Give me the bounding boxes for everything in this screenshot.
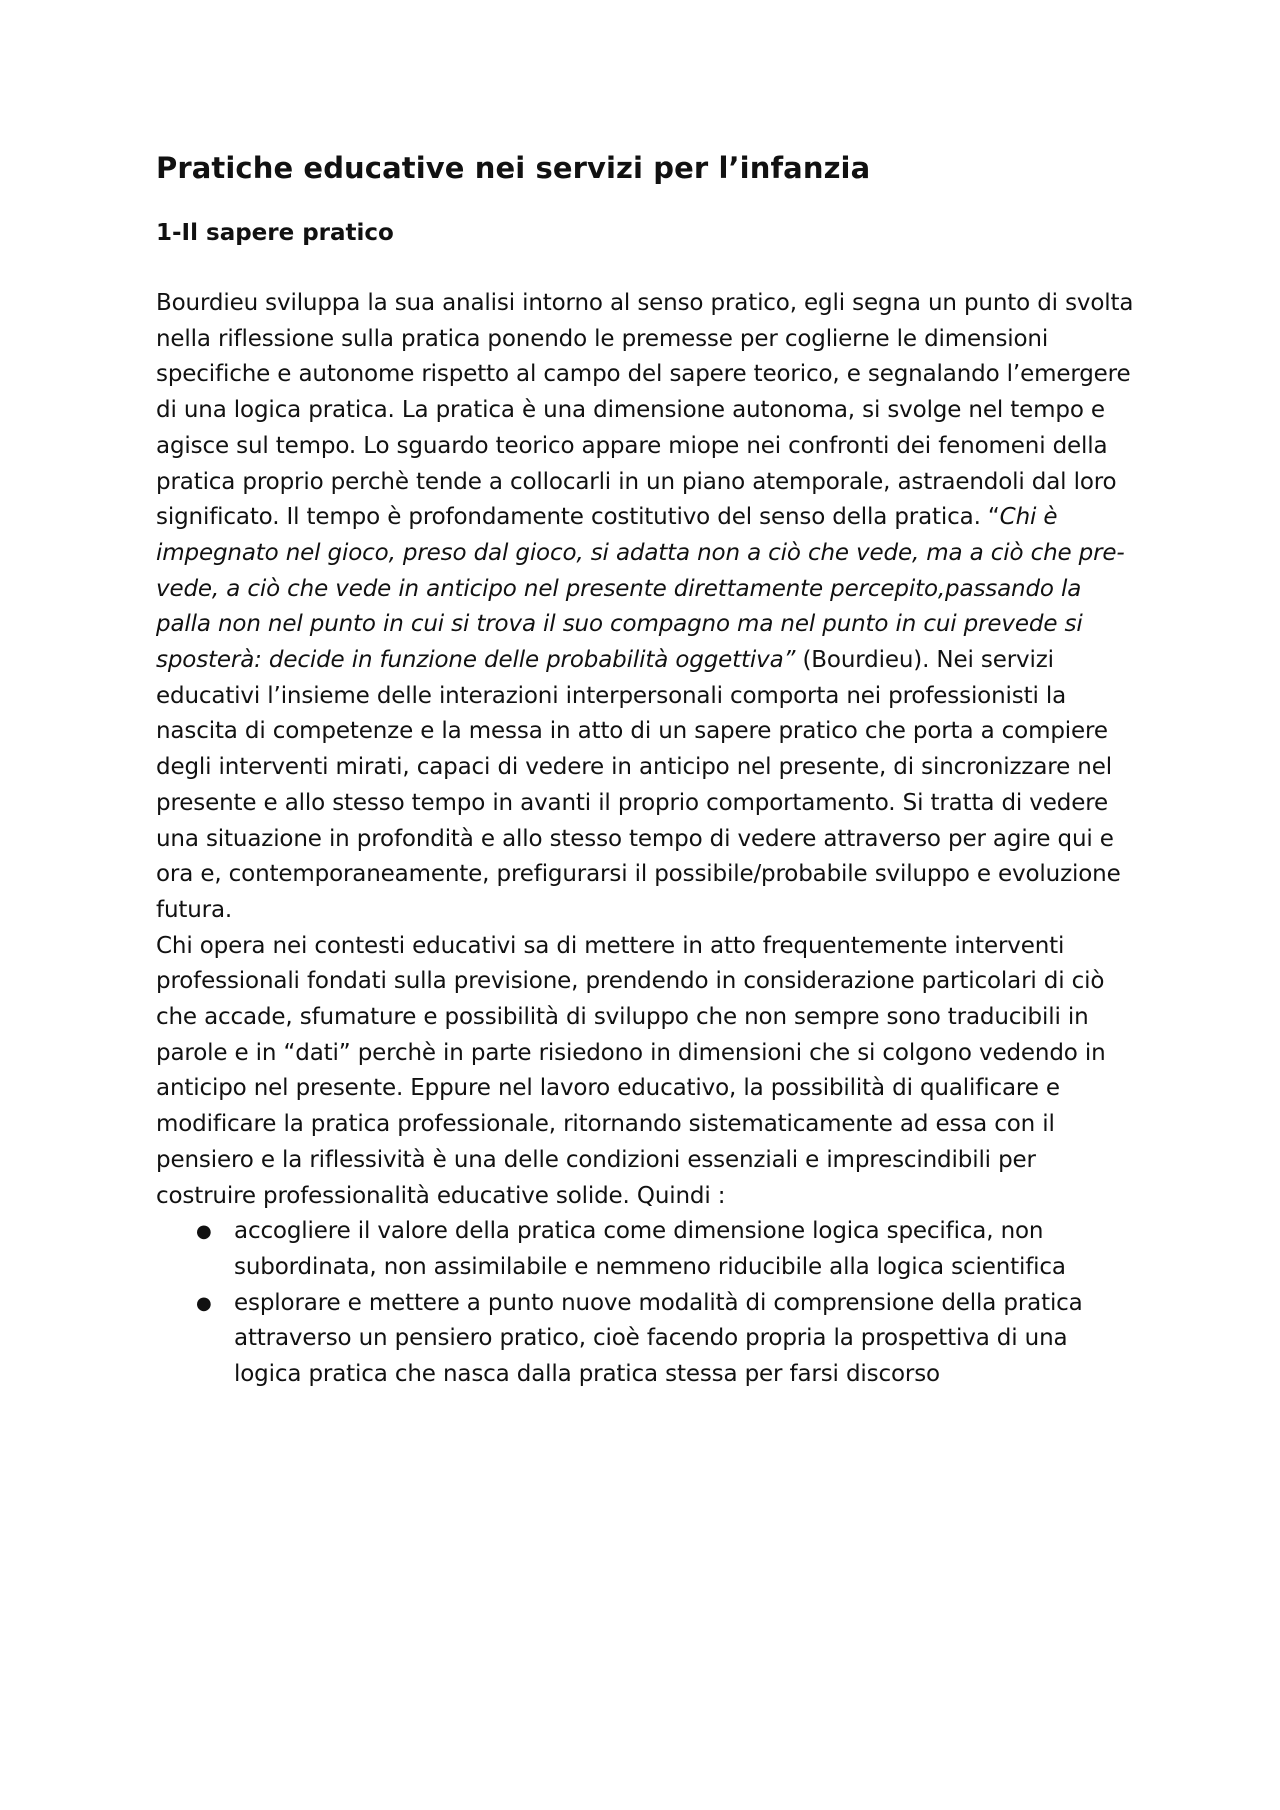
bullet-icon: ● [196,1221,212,1243]
section-heading: 1-Il sapere pratico [156,220,394,246]
bullet-icon: ● [196,1292,212,1314]
document-title: Pratiche educative nei servizi per l’infanzia [156,151,871,185]
bullet-list [156,1214,1136,1393]
paragraph-2: Chi opera nei contesti educativi sa di mettere in atto frequentemente interventi professionali fondati sulla previsione, prendendo in considerazione particolari di ciò che accade, sfumature e possibilità di sviluppo che non sempre sono traducibili in parole e in “dati” perchè in parte risiedono in dimensioni che si colgono vedendo in anticipo nel presente. Eppure nel lavoro educativo, la possibilità di qualificare e modificare la pratica professionale, ritornando sistematicamente ad essa con il pensiero e la riflessività è una delle condizioni essenziali e imprescindibili per costruire professionalità educative solide. Quindi : [156,932,1106,1209]
paragraph-1-intro: Bourdieu sviluppa la sua analisi intorno al senso pratico, egli segna un punto di svolta nella riflessione sulla pratica ponendo le premesse per coglierne le dimensioni specifiche e autonome rispetto al campo del sapere teorico, e segnalando l’emergere di una logica pratica. La pratica è una dimensione autonoma, si svolge nel tempo e agisce sul tempo. Lo sguardo teorico appare miope nei confronti dei fenomeni della pratica proprio perchè tende a collocarli in un piano atemporale, astraendoli dal loro significato. Il tempo è profondamente costitutivo del senso della pratica. “ [156,290,1134,531]
bourdieu-quote: Chi è impegnato nel gioco, preso dal gioco, si adatta non a ciò che vede, ma a ciò che pre-vede, a ciò che vede in anticipo nel presente direttamente percepito,passando la palla non nel punto in cui si trova il suo compagno ma nel punto in cui prevede si sposterà: decide in funzione delle probabilità oggettiva” [156,504,1125,674]
paragraph-1 [156,286,1136,929]
list-item-text: accogliere il valore della pratica come dimensione logica specifica, non subordinata, non assimilabile e nemmeno riducibile alla logica scientifica [234,1218,1066,1280]
document-page [156,150,1136,1393]
paragraph-1-rest: (Bourdieu). Nei servizi educativi l’insieme delle interazioni interpersonali comporta nei professionisti la nascita di competenze e la messa in atto di un sapere pratico che porta a compiere degli interventi mirati, capaci di vedere in anticipo nel presente, di sincronizzare nel presente e allo stesso tempo in avanti il proprio comportamento. Si tratta di vedere una situazione in profondità e allo stesso tempo di vedere attraverso per agire qui e ora e, contemporaneamente, prefigurarsi il possibile/probabile sviluppo e evoluzione futura. [156,647,1121,923]
list-item [156,1214,1136,1285]
list-item [156,1286,1136,1393]
list-item-text: esplorare e mettere a punto nuove modalità di comprensione della pratica attraverso un pensiero pratico, cioè facendo propria la prospettiva di una logica pratica che nasca dalla pratica stessa per farsi discorso [234,1289,1083,1388]
